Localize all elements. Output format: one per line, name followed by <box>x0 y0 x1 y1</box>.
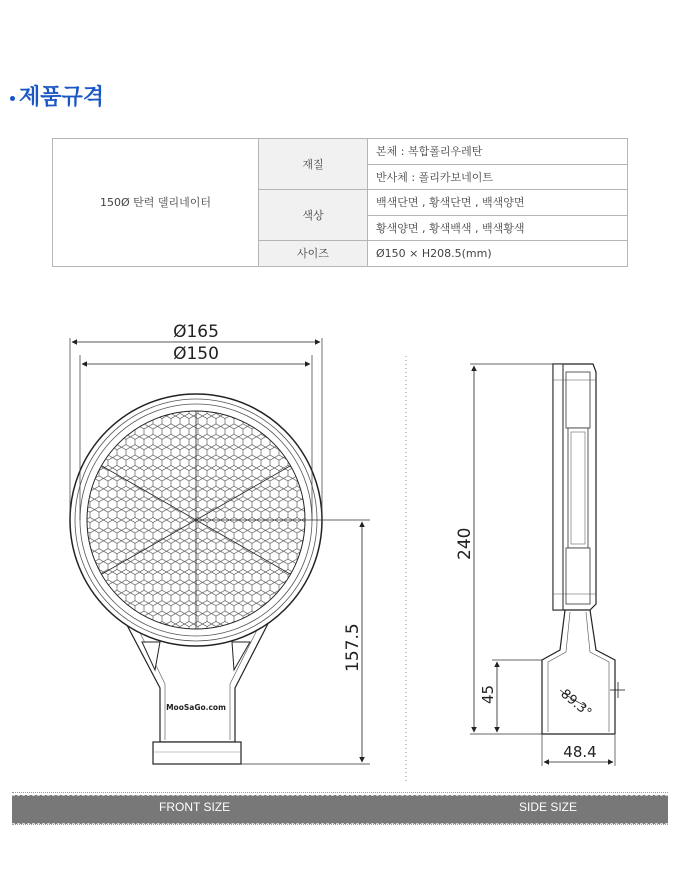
material-label: 재질 <box>259 139 368 190</box>
dim-inner-diameter: Ø150 <box>173 344 219 364</box>
size-label: 사이즈 <box>259 241 368 267</box>
dim-base-height: 45 <box>479 684 497 704</box>
side-size-label: SIDE SIZE <box>519 800 578 814</box>
product-name-cell: 150Ø 탄력 델리네이터 <box>53 139 259 267</box>
side-view <box>455 364 625 766</box>
bullet-icon <box>10 96 15 101</box>
color-label: 색상 <box>259 190 368 241</box>
material-body-value: 본체 : 복합폴리우레탄 <box>368 139 628 165</box>
front-logo: MooSaGo.com <box>166 703 226 712</box>
dim-base-width: 48.4 <box>563 743 597 761</box>
dim-side-height: 240 <box>455 527 475 560</box>
color-value-2: 황색양면 , 황색백색 , 백색황색 <box>368 215 628 241</box>
color-value-1: 백색단면 , 황색단면 , 백색양면 <box>368 190 628 216</box>
technical-drawing <box>0 300 680 790</box>
material-reflector-value: 반사체 : 폴리카보네이트 <box>368 164 628 190</box>
footer-divider-bottom <box>12 824 668 825</box>
dim-angle: 89.3° <box>557 686 595 721</box>
dim-front-height: 157.5 <box>343 623 363 672</box>
table-row <box>53 139 628 165</box>
section-title-text: 제품규격 <box>19 85 105 110</box>
front-size-label: FRONT SIZE <box>159 800 231 814</box>
dim-outer-diameter: Ø165 <box>173 322 219 342</box>
size-value: Ø150 × H208.5(mm) <box>368 241 628 267</box>
footer-divider-top <box>12 792 668 793</box>
front-base <box>153 742 241 764</box>
front-view <box>70 322 370 764</box>
section-title <box>10 80 104 111</box>
spec-table <box>52 138 628 267</box>
